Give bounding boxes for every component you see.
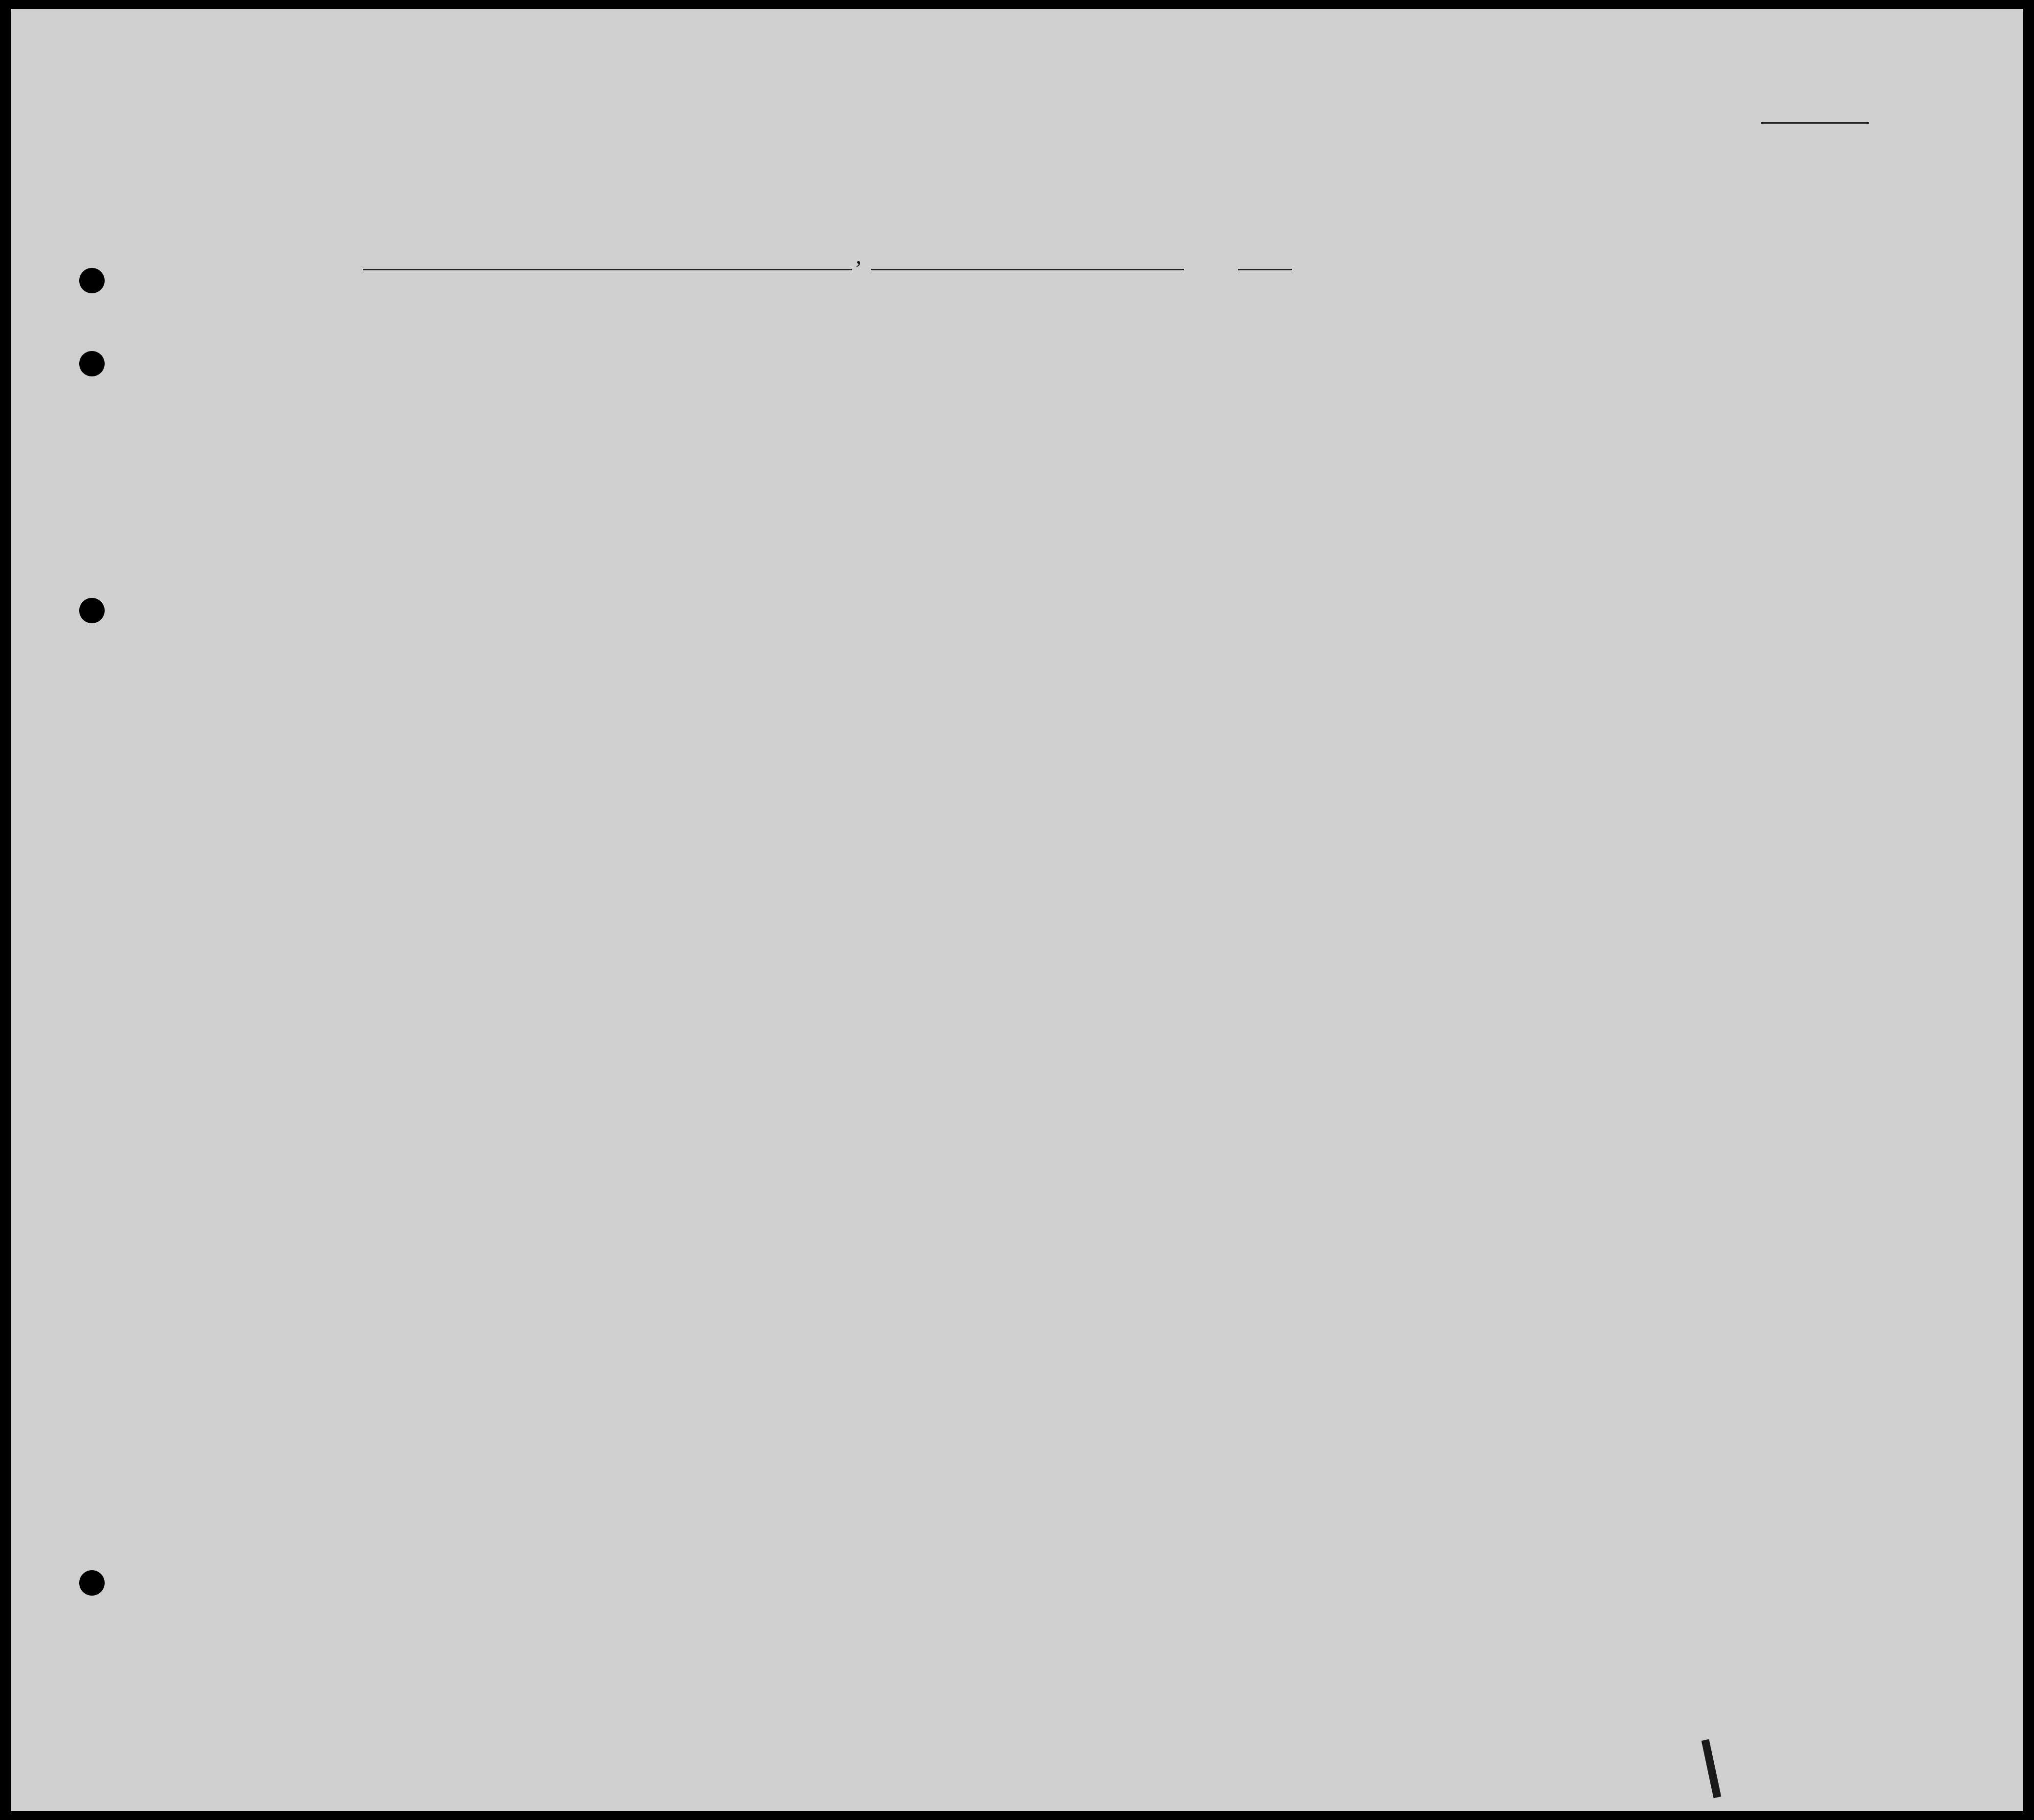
table-grid bbox=[11, 9, 2023, 1811]
manifest-sheet bbox=[11, 9, 2023, 1811]
comma: , bbox=[856, 243, 862, 269]
